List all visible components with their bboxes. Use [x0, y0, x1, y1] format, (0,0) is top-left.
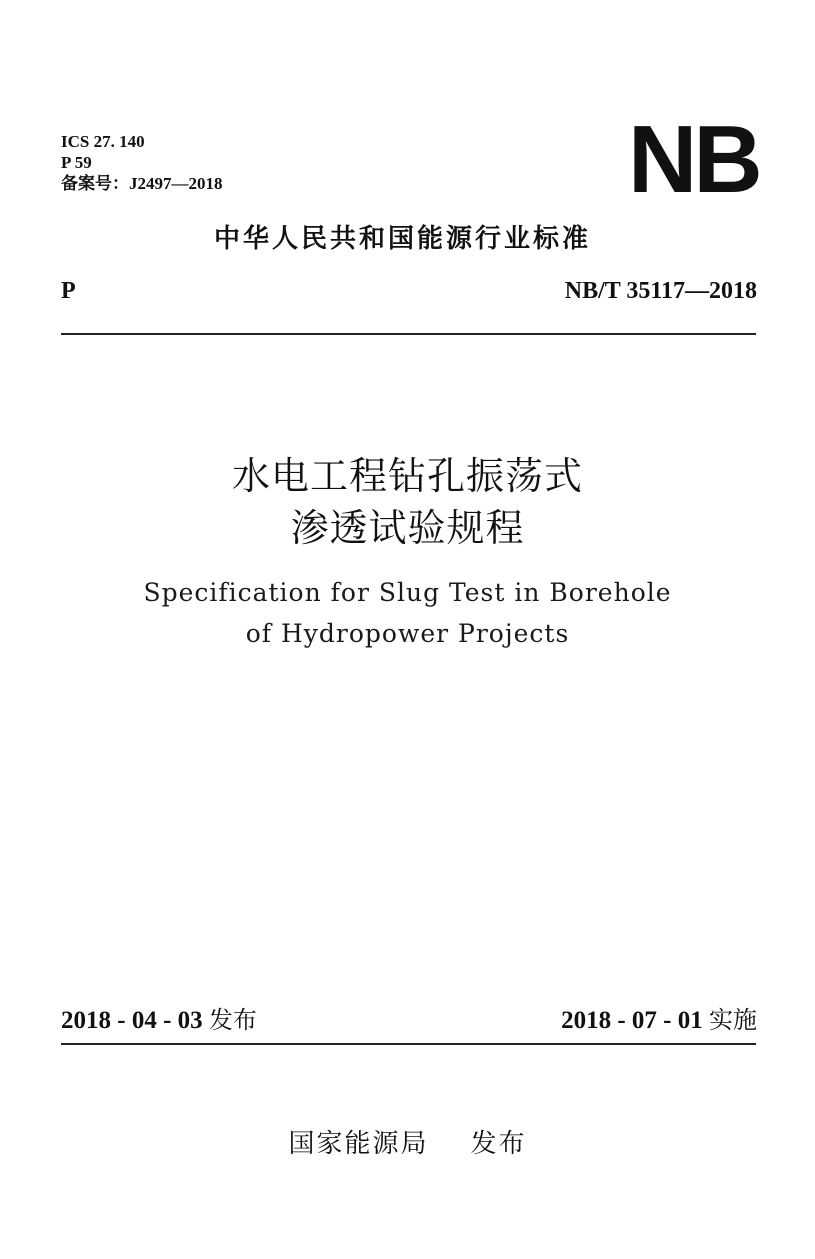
- title-zh-line-1: 水电工程钻孔振荡式: [231, 454, 583, 498]
- effective-date: 2018 - 07 - 01: [561, 1007, 703, 1034]
- classification-letter: P: [61, 278, 76, 304]
- standard-number: NB/T 35117—2018: [564, 278, 757, 304]
- industry-standard-heading: [0, 222, 815, 256]
- issuer-action: 发布: [470, 1129, 527, 1159]
- ccs-code: P 59: [61, 153, 92, 172]
- top-divider: [61, 333, 756, 335]
- issuer-name: 国家能源局: [288, 1129, 429, 1159]
- standard-metadata: [61, 131, 223, 194]
- record-number: 备案号：J2497—2018: [61, 174, 223, 193]
- nb-logo: NB: [628, 106, 759, 213]
- bottom-divider: [61, 1043, 756, 1045]
- effective-label: 实施: [709, 1006, 757, 1034]
- title-en-line-2: of Hydropower Projects: [245, 619, 570, 648]
- title-zh-line-2: 渗透试验规程: [290, 506, 525, 550]
- issuer-line: [0, 1127, 815, 1161]
- industry-standard-text: 中华人民共和国能源行业标准: [213, 224, 591, 254]
- issue-date: 2018 - 04 - 03: [61, 1007, 203, 1034]
- issue-date-block: [61, 1003, 257, 1038]
- effective-date-block: [561, 1003, 757, 1038]
- title-en-line-1: Specification for Slug Test in Borehole: [143, 578, 672, 607]
- issue-label: 发布: [208, 1006, 257, 1034]
- ics-code: ICS 27. 140: [61, 132, 145, 151]
